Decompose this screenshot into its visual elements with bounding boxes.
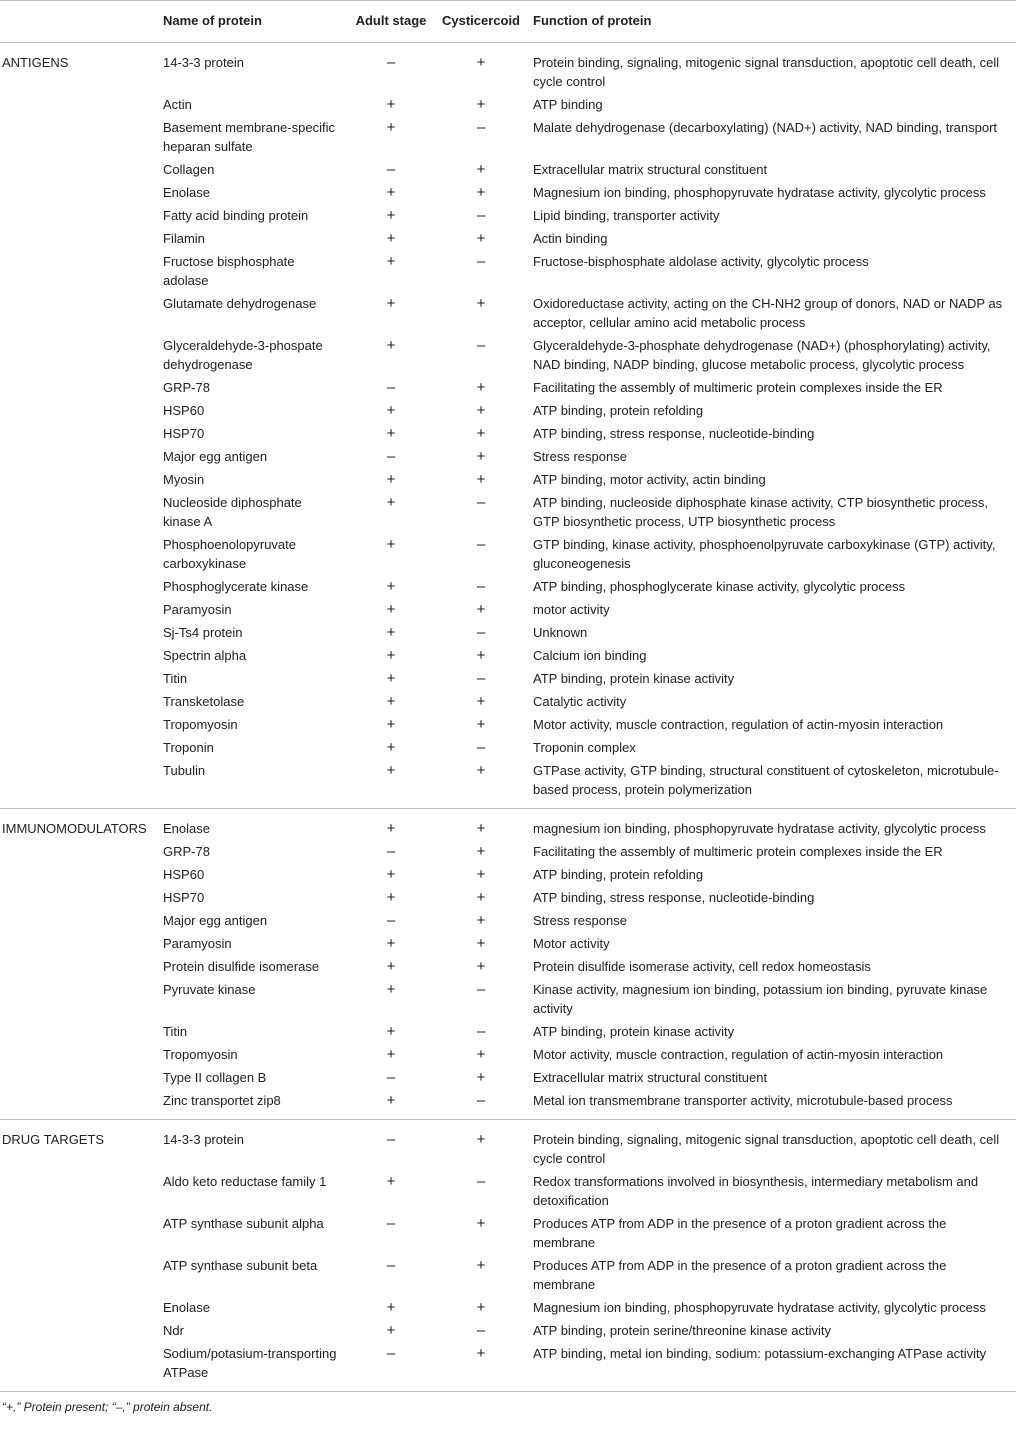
protein-function: Malate dehydrogenase (decarboxylating) (NAD+) activity, NAD binding, transport <box>533 120 998 135</box>
group-label <box>0 644 157 667</box>
group-label <box>0 227 157 250</box>
cysticercoid-value: + <box>476 889 486 906</box>
group-label <box>0 1043 157 1066</box>
protein-name: Phosphoenolopyruvate carboxykinase <box>163 537 296 571</box>
adult-stage-value: + <box>386 184 396 201</box>
table-row <box>0 533 1016 575</box>
protein-name: Enolase <box>163 821 210 836</box>
adult-stage-value: + <box>386 820 396 837</box>
protein-name: 14-3-3 protein <box>163 1132 244 1147</box>
table-row <box>0 690 1016 713</box>
adult-stage-value: + <box>386 693 396 710</box>
adult-stage-value: – <box>386 1131 396 1148</box>
cysticercoid-value: + <box>476 425 486 442</box>
group-label <box>0 93 157 116</box>
protein-function: Stress response <box>533 913 627 928</box>
group-label: DRUG TARGETS <box>2 1132 105 1147</box>
protein-name: Paramyosin <box>163 602 232 617</box>
adult-stage-value: + <box>386 471 396 488</box>
protein-name: Nucleoside diphosphate kinase A <box>163 495 302 529</box>
group-label: IMMUNOMODULATORS <box>2 821 147 836</box>
adult-stage-value: + <box>347 1089 435 1120</box>
adult-stage-value: – <box>386 448 396 465</box>
protein-function: ATP binding, stress response, nucleotide-binding <box>533 890 815 905</box>
table-row <box>0 93 1016 116</box>
table-row <box>0 1296 1016 1319</box>
group-label <box>0 533 157 575</box>
adult-stage-value: + <box>386 536 396 553</box>
protein-name: Type II collagen B <box>163 1070 267 1085</box>
protein-function: ATP binding <box>533 97 603 112</box>
adult-stage-value: + <box>386 578 396 595</box>
cysticercoid-value: + <box>476 716 486 733</box>
cysticercoid-value: + <box>476 1131 486 1148</box>
table-row <box>0 840 1016 863</box>
group-label <box>0 1296 157 1319</box>
cysticercoid-value: + <box>476 958 486 975</box>
cysticercoid-value: – <box>476 624 486 641</box>
protein-name: Tropomyosin <box>163 717 238 732</box>
cysticercoid-value: – <box>476 536 486 553</box>
adult-stage-value: + <box>386 889 396 906</box>
cysticercoid-value: – <box>476 494 486 511</box>
cysticercoid-value: + <box>476 1069 486 1086</box>
protein-function: Calcium ion binding <box>533 648 647 663</box>
table-row <box>0 809 1016 841</box>
adult-stage-value: + <box>386 981 396 998</box>
table-row <box>0 863 1016 886</box>
group-label <box>0 1342 157 1392</box>
table-row <box>0 181 1016 204</box>
table-row <box>0 422 1016 445</box>
header-adult-stage: Adult stage <box>347 1 435 43</box>
group-label <box>0 759 157 809</box>
cysticercoid-value: + <box>476 471 486 488</box>
protein-function: Glyceraldehyde-3-phosphate dehydrogenase (NAD+) (phosphorylating) activity, NAD binding, NADP binding, glucose metabolic process, glycolytic process <box>533 338 991 372</box>
group-label <box>0 690 157 713</box>
protein-function: Extracellular matrix structural constituent <box>533 162 768 177</box>
group-label <box>0 575 157 598</box>
group-label <box>0 955 157 978</box>
adult-stage-value: + <box>386 601 396 618</box>
protein-name: Transketolase <box>163 694 245 709</box>
cysticercoid-value: – <box>476 207 486 224</box>
protein-name: Major egg antigen <box>163 913 268 928</box>
cysticercoid-value: – <box>476 1173 486 1190</box>
adult-stage-value: – <box>386 912 396 929</box>
protein-function: Facilitating the assembly of multimeric protein complexes inside the ER <box>533 380 943 395</box>
group-label <box>0 598 157 621</box>
protein-name: Fatty acid binding protein <box>163 208 309 223</box>
protein-function: Metal ion transmembrane transporter activity, microtubule-based process <box>527 1089 1016 1120</box>
protein-name: ATP synthase subunit alpha <box>163 1216 324 1231</box>
adult-stage-value: + <box>386 207 396 224</box>
cysticercoid-value: + <box>476 54 486 71</box>
table-row <box>0 376 1016 399</box>
header-group <box>0 1 157 43</box>
adult-stage-value: + <box>386 425 396 442</box>
group-label <box>0 1020 157 1043</box>
protein-function: Motor activity <box>533 936 610 951</box>
cysticercoid-value: + <box>476 448 486 465</box>
adult-stage-value: + <box>386 1299 396 1316</box>
protein-function: Produces ATP from ADP in the presence of a proton gradient across the membrane <box>533 1216 947 1250</box>
protein-function: ATP binding, stress response, nucleotide-binding <box>533 426 815 441</box>
protein-name: Major egg antigen <box>163 449 268 464</box>
adult-stage-value: + <box>386 96 396 113</box>
cysticercoid-value: – <box>476 670 486 687</box>
adult-stage-value: + <box>386 866 396 883</box>
group-label <box>0 621 157 644</box>
table-row <box>0 886 1016 909</box>
group-label <box>0 399 157 422</box>
protein-function: ATP binding, protein kinase activity <box>533 671 735 686</box>
adult-stage-value: + <box>386 1046 396 1063</box>
protein-name: Fructose bisphosphate adolase <box>163 254 295 288</box>
protein-name: Sodium/potasium-transporting ATPase <box>157 1342 347 1392</box>
protein-function: Extracellular matrix structural constituent <box>533 1070 768 1085</box>
cysticercoid-value: – <box>476 119 486 136</box>
protein-name: Actin <box>163 97 192 112</box>
group-label <box>0 334 157 376</box>
protein-name: Glyceraldehyde-3-phospate dehydrogenase <box>163 338 323 372</box>
group-label <box>0 158 157 181</box>
protein-name: GRP-78 <box>163 380 210 395</box>
protein-name: ATP synthase subunit beta <box>163 1258 318 1273</box>
table-row <box>0 575 1016 598</box>
protein-function: Oxidoreductase activity, acting on the CH-NH2 group of donors, NAD or NADP as acceptor, cellular amino acid metabolic process <box>533 296 1003 330</box>
group-label <box>0 886 157 909</box>
table-row <box>0 667 1016 690</box>
adult-stage-value: – <box>386 161 396 178</box>
table-row <box>0 1170 1016 1212</box>
cysticercoid-value: + <box>435 759 527 809</box>
protein-function: Fructose-bisphosphate aldolase activity, glycolytic process <box>533 254 869 269</box>
protein-function: Protein binding, signaling, mitogenic signal transduction, apoptotic cell death, cell cycle control <box>533 55 1000 89</box>
adult-stage-value: – <box>386 843 396 860</box>
protein-function: Catalytic activity <box>533 694 627 709</box>
cysticercoid-value: – <box>476 337 486 354</box>
protein-name: Spectrin alpha <box>163 648 247 663</box>
group-label <box>0 422 157 445</box>
adult-stage-value: + <box>386 295 396 312</box>
group-label <box>0 1254 157 1296</box>
group-label <box>0 204 157 227</box>
group-label <box>0 250 157 292</box>
adult-stage-value: + <box>386 739 396 756</box>
header-cysticercoid: Cysticercoid <box>435 1 527 43</box>
protein-function: ATP binding, metal ion binding, sodium: potassium-exchanging ATPase activity <box>527 1342 1016 1392</box>
cysticercoid-value: + <box>476 647 486 664</box>
cysticercoid-value: – <box>476 1322 486 1339</box>
cysticercoid-value: + <box>476 295 486 312</box>
table-row <box>0 116 1016 158</box>
group-label <box>0 713 157 736</box>
group-label <box>0 978 157 1020</box>
adult-stage-value: – <box>386 1215 396 1232</box>
protein-name: Aldo keto reductase family 1 <box>163 1174 327 1189</box>
protein-name: Collagen <box>163 162 215 177</box>
protein-function: Protein disulfide isomerase activity, cell redox homeostasis <box>533 959 871 974</box>
adult-stage-value: + <box>386 1173 396 1190</box>
cysticercoid-value: + <box>476 379 486 396</box>
protein-name: 14-3-3 protein <box>163 55 244 70</box>
table-row <box>0 598 1016 621</box>
cysticercoid-value: – <box>476 981 486 998</box>
cysticercoid-value: – <box>435 1089 527 1120</box>
table-row <box>0 1120 1016 1171</box>
protein-function: Redox transformations involved in biosynthesis, intermediary metabolism and detoxification <box>533 1174 979 1208</box>
protein-function: Lipid binding, transporter activity <box>533 208 720 223</box>
adult-stage-value: + <box>386 1023 396 1040</box>
protein-name: Phosphoglycerate kinase <box>163 579 309 594</box>
adult-stage-value: + <box>386 1322 396 1339</box>
cysticercoid-value: + <box>476 820 486 837</box>
cysticercoid-value: + <box>476 1257 486 1274</box>
table-header <box>0 1 1016 43</box>
adult-stage-value: – <box>347 1342 435 1392</box>
protein-name: HSP70 <box>163 890 205 905</box>
adult-stage-value: – <box>386 1069 396 1086</box>
adult-stage-value: + <box>386 935 396 952</box>
header-function: Function of protein <box>527 1 1016 43</box>
protein-function: Motor activity, muscle contraction, regulation of actin-myosin interaction <box>533 1047 944 1062</box>
adult-stage-value: + <box>386 230 396 247</box>
group-label <box>0 863 157 886</box>
table-row <box>0 759 1016 809</box>
protein-name: Ndr <box>163 1323 184 1338</box>
protein-name: Protein disulfide isomerase <box>163 959 320 974</box>
protein-name: Paramyosin <box>163 936 232 951</box>
cysticercoid-value: + <box>476 161 486 178</box>
table-row <box>0 736 1016 759</box>
table-row <box>0 978 1016 1020</box>
cysticercoid-value: + <box>476 843 486 860</box>
header-name: Name of protein <box>157 1 347 43</box>
protein-function: Unknown <box>533 625 588 640</box>
adult-stage-value: + <box>386 624 396 641</box>
adult-stage-value: + <box>386 670 396 687</box>
protein-function: ATP binding, phosphoglycerate kinase activity, glycolytic process <box>533 579 906 594</box>
group-label <box>0 1212 157 1254</box>
adult-stage-value: + <box>386 647 396 664</box>
adult-stage-value: – <box>386 54 396 71</box>
protein-name: HSP60 <box>163 867 205 882</box>
adult-stage-value: – <box>386 379 396 396</box>
table-row <box>0 445 1016 468</box>
protein-function: ATP binding, nucleoside diphosphate kinase activity, CTP biosynthetic process, GTP biosynthetic process, UTP biosynthetic process <box>533 495 989 529</box>
cysticercoid-value: + <box>435 1342 527 1392</box>
protein-function: Magnesium ion binding, phosphopyruvate hydratase activity, glycolytic process <box>533 1300 986 1315</box>
group-label <box>0 491 157 533</box>
protein-function: ATP binding, protein refolding <box>533 403 704 418</box>
cysticercoid-value: + <box>476 935 486 952</box>
protein-name: Glutamate dehydrogenase <box>163 296 317 311</box>
group-label: ANTIGENS <box>2 55 69 70</box>
adult-stage-value: + <box>386 253 396 270</box>
group-label <box>0 1319 157 1342</box>
protein-function: magnesium ion binding, phosphopyruvate hydratase activity, glycolytic process <box>533 821 986 836</box>
table-footnote: “+,” Protein present; “–,” protein absent. <box>2 1400 213 1414</box>
cysticercoid-value: – <box>476 578 486 595</box>
protein-name: Filamin <box>163 231 205 246</box>
protein-name: Myosin <box>163 472 205 487</box>
table-row <box>0 399 1016 422</box>
protein-name: GRP-78 <box>163 844 210 859</box>
protein-function: ATP binding, protein refolding <box>533 867 704 882</box>
table-row <box>0 1020 1016 1043</box>
table-row <box>0 204 1016 227</box>
protein-name: Tubulin <box>157 759 347 809</box>
protein-name: Titin <box>163 1024 188 1039</box>
protein-name: Troponin <box>163 740 214 755</box>
group-label <box>0 736 157 759</box>
adult-stage-value: + <box>386 958 396 975</box>
table-row <box>0 250 1016 292</box>
group-label <box>0 909 157 932</box>
protein-name: HSP60 <box>163 403 205 418</box>
protein-name: HSP70 <box>163 426 205 441</box>
table-row <box>0 1319 1016 1342</box>
group-label <box>0 667 157 690</box>
table-row <box>0 932 1016 955</box>
cysticercoid-value: + <box>476 96 486 113</box>
protein-function: ATP binding, protein serine/threonine kinase activity <box>533 1323 831 1338</box>
protein-name: Enolase <box>163 185 210 200</box>
protein-name: Enolase <box>163 1300 210 1315</box>
group-label <box>0 292 157 334</box>
protein-function: Magnesium ion binding, phosphopyruvate hydratase activity, glycolytic process <box>533 185 986 200</box>
protein-function: Protein binding, signaling, mitogenic signal transduction, apoptotic cell death, cell cycle control <box>533 1132 1000 1166</box>
group-label <box>0 1089 157 1120</box>
group-label <box>0 1170 157 1212</box>
protein-function: GTPase activity, GTP binding, structural constituent of cytoskeleton, microtubule-based process, protein polymerization <box>527 759 1016 809</box>
group-label <box>0 1066 157 1089</box>
table-row <box>0 227 1016 250</box>
table-row <box>0 621 1016 644</box>
table-row <box>0 491 1016 533</box>
cysticercoid-value: + <box>476 1046 486 1063</box>
cysticercoid-value: – <box>476 1023 486 1040</box>
adult-stage-value: + <box>386 716 396 733</box>
group-label <box>0 445 157 468</box>
adult-stage-value: + <box>347 759 435 809</box>
cysticercoid-value: + <box>476 1215 486 1232</box>
protein-name: Basement membrane-specific heparan sulfate <box>163 120 335 154</box>
protein-function: ATP binding, protein kinase activity <box>533 1024 735 1039</box>
group-label <box>0 932 157 955</box>
protein-name: Sj-Ts4 protein <box>163 625 243 640</box>
cysticercoid-value: + <box>476 184 486 201</box>
group-label <box>0 181 157 204</box>
cysticercoid-value: – <box>476 739 486 756</box>
protein-name: Titin <box>163 671 188 686</box>
table-row <box>0 1212 1016 1254</box>
adult-stage-value: – <box>386 1257 396 1274</box>
table-row <box>0 468 1016 491</box>
adult-stage-value: + <box>386 119 396 136</box>
group-label <box>0 116 157 158</box>
table-row <box>0 713 1016 736</box>
cysticercoid-value: – <box>476 253 486 270</box>
protein-function: motor activity <box>533 602 610 617</box>
table-body <box>0 43 1016 1392</box>
table-row <box>0 1254 1016 1296</box>
cysticercoid-value: + <box>476 693 486 710</box>
group-label <box>0 376 157 399</box>
protein-function: Kinase activity, magnesium ion binding, potassium ion binding, pyruvate kinase activity <box>533 982 988 1016</box>
protein-function: Facilitating the assembly of multimeric protein complexes inside the ER <box>533 844 943 859</box>
table-row <box>0 1089 1016 1120</box>
table-row <box>0 1066 1016 1089</box>
protein-name: Tropomyosin <box>163 1047 238 1062</box>
table-row <box>0 158 1016 181</box>
table-row <box>0 334 1016 376</box>
cysticercoid-value: + <box>476 866 486 883</box>
table-row <box>0 43 1016 94</box>
cysticercoid-value: + <box>476 912 486 929</box>
protein-function: Actin binding <box>533 231 608 246</box>
table-row <box>0 955 1016 978</box>
cysticercoid-value: + <box>476 230 486 247</box>
table-row <box>0 1043 1016 1066</box>
group-label <box>0 840 157 863</box>
table-row <box>0 909 1016 932</box>
protein-function: Produces ATP from ADP in the presence of a proton gradient across the membrane <box>533 1258 947 1292</box>
group-label <box>0 468 157 491</box>
adult-stage-value: + <box>386 337 396 354</box>
protein-function: Troponin complex <box>533 740 636 755</box>
header-row <box>0 1 1016 43</box>
table-row <box>0 644 1016 667</box>
adult-stage-value: + <box>386 494 396 511</box>
table-row <box>0 1342 1016 1392</box>
protein-function: Stress response <box>533 449 627 464</box>
protein-function: Motor activity, muscle contraction, regulation of actin-myosin interaction <box>533 717 944 732</box>
adult-stage-value: + <box>386 402 396 419</box>
protein-function: ATP binding, motor activity, actin binding <box>533 472 766 487</box>
protein-name: Pyruvate kinase <box>163 982 256 997</box>
cysticercoid-value: + <box>476 601 486 618</box>
table-row <box>0 292 1016 334</box>
cysticercoid-value: + <box>476 1299 486 1316</box>
protein-function: GTP binding, kinase activity, phosphoenolpyruvate carboxykinase (GTP) activity, gluconeogenesis <box>533 537 996 571</box>
protein-name: Zinc transportet zip8 <box>157 1089 347 1120</box>
cysticercoid-value: + <box>476 402 486 419</box>
